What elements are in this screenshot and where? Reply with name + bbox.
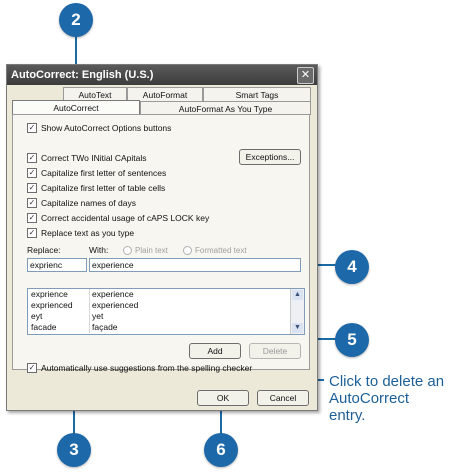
checkbox-box[interactable]: ✓ <box>28 183 36 192</box>
check-label: Capitalize names of days <box>41 198 136 208</box>
list-scrollbar[interactable] <box>290 289 304 334</box>
tab-autotext[interactable]: AutoText <box>63 87 127 101</box>
tab-autoformat[interactable]: AutoFormat <box>127 87 203 101</box>
capitalize-table-cells-checkbox[interactable] <box>27 182 165 194</box>
tab-autoformat-as-you-type[interactable]: AutoFormat As You Type <box>140 101 311 115</box>
callout-2: 2 <box>59 3 93 37</box>
replace-input[interactable]: exprienc <box>27 258 87 272</box>
capitalize-sentences-checkbox[interactable] <box>27 167 166 179</box>
callout-3: 3 <box>57 433 91 467</box>
radio-dot[interactable] <box>123 246 132 255</box>
column-divider <box>89 311 90 322</box>
autocorrect-panel <box>12 114 310 373</box>
caps-lock-checkbox[interactable] <box>27 212 209 224</box>
checkbox-box[interactable]: ✓ <box>28 198 36 207</box>
ok-button[interactable]: OK <box>197 390 249 406</box>
dialog-title: AutoCorrect: English (U.S.) <box>7 65 317 85</box>
cancel-button[interactable]: Cancel <box>257 390 309 406</box>
checkbox-box[interactable]: ✓ <box>28 123 36 132</box>
checkbox-box[interactable]: ✓ <box>28 153 36 162</box>
show-options-checkbox[interactable] <box>27 122 171 134</box>
plain-text-label: Plain text <box>135 246 168 255</box>
delete-note: Click to delete an AutoCorrect entry. <box>329 373 445 424</box>
autocorrect-dialog <box>6 64 318 411</box>
check-label: Capitalize first letter of sentences <box>41 168 167 178</box>
check-label: Capitalize first letter of table cells <box>41 183 166 193</box>
column-divider <box>89 300 90 311</box>
with-label: With: <box>89 245 109 255</box>
plain-text-radio[interactable] <box>123 246 168 255</box>
radio-dot[interactable] <box>183 246 192 255</box>
callout-6: 6 <box>204 433 238 467</box>
callout-5: 5 <box>335 323 369 357</box>
replace-text-checkbox[interactable] <box>27 227 134 239</box>
list-item-from: exprienced <box>31 300 73 310</box>
check-label: Correct accidental usage of cAPS LOCK key <box>41 213 210 223</box>
capitalize-days-checkbox[interactable] <box>27 197 136 209</box>
scroll-down-icon[interactable]: ▼ <box>292 323 303 333</box>
auto-suggest-label: Automatically use suggestions from the spelling checker <box>41 363 253 373</box>
auto-suggest-checkbox[interactable] <box>27 362 252 374</box>
add-button[interactable]: Add <box>189 343 241 359</box>
formatted-text-label: Formatted text <box>195 246 247 255</box>
list-item[interactable] <box>28 300 291 311</box>
list-item-to: experienced <box>92 300 139 310</box>
tab-autocorrect[interactable]: AutoCorrect <box>12 100 140 115</box>
callout-4: 4 <box>335 250 369 284</box>
check-label: Correct TWo INitial CApitals <box>41 153 147 163</box>
scroll-up-icon[interactable]: ▲ <box>292 290 303 300</box>
list-item-from: facade <box>31 322 57 332</box>
list-item-to: yet <box>92 311 104 321</box>
checkbox-box[interactable]: ✓ <box>28 213 36 222</box>
list-item-from: exprience <box>31 289 68 299</box>
with-input[interactable]: experience <box>89 258 301 272</box>
list-item-to: experience <box>92 289 134 299</box>
formatted-text-radio[interactable] <box>183 246 247 255</box>
delete-button[interactable]: Delete <box>249 343 301 359</box>
show-options-label: Show AutoCorrect Options buttons <box>41 123 172 133</box>
checkbox-box[interactable]: ✓ <box>28 363 36 372</box>
list-item[interactable] <box>28 322 291 333</box>
autocorrect-list[interactable] <box>27 288 305 335</box>
close-icon[interactable]: ✕ <box>297 67 314 84</box>
checkbox-box[interactable]: ✓ <box>28 168 36 177</box>
correct-two-initial-caps-checkbox[interactable] <box>27 152 147 164</box>
check-label: Replace text as you type <box>41 228 135 238</box>
checkbox-box[interactable]: ✓ <box>28 228 36 237</box>
column-divider <box>89 322 90 333</box>
exceptions-button[interactable]: Exceptions... <box>239 149 301 165</box>
list-item-to: façade <box>92 322 118 332</box>
column-divider <box>89 289 90 300</box>
list-item[interactable] <box>28 289 291 300</box>
replace-label: Replace: <box>27 245 61 255</box>
tab-smart-tags[interactable]: Smart Tags <box>203 87 311 101</box>
list-item-from: eyt <box>31 311 43 321</box>
list-item[interactable] <box>28 311 291 322</box>
